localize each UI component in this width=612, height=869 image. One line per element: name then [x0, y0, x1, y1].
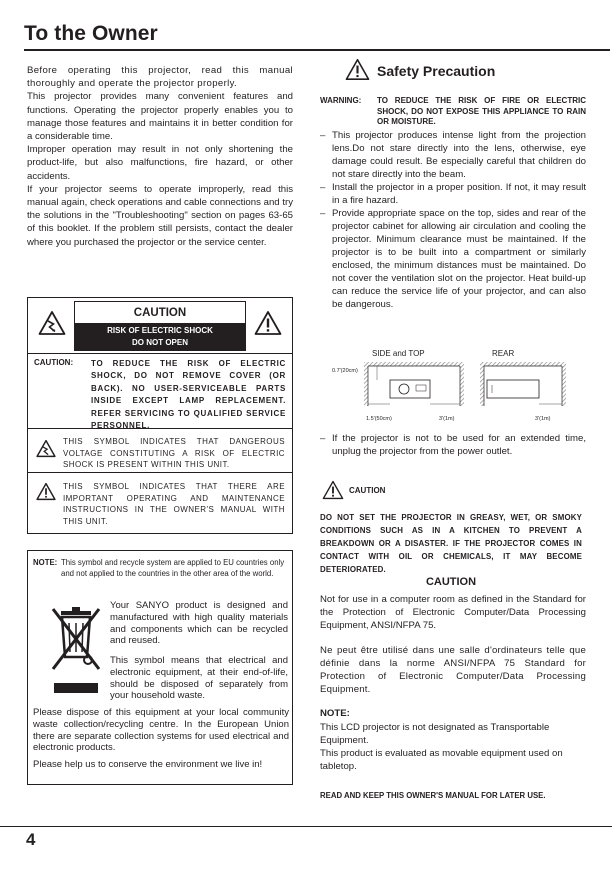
voltage-symbol-row — [28, 429, 292, 473]
safety-bullet — [320, 129, 586, 181]
warning-label: WARNING: — [320, 96, 362, 105]
bullet-dash: – — [320, 182, 326, 193]
safety-precaution-header — [345, 58, 545, 84]
clearance-diagram — [332, 346, 577, 426]
safety-bullet-4: If the projector is not to be used for an extended time, unplug the projector from the power outlet. — [332, 433, 586, 457]
read-and-keep-notice: READ AND KEEP THIS OWNER'S MANUAL FOR LATER USE. — [320, 791, 546, 800]
top-clearance-label: 0.7'(20cm) — [332, 368, 358, 374]
front-clearance-label: 3'(1m) — [439, 416, 455, 422]
exclamation-warning-icon — [36, 482, 56, 501]
recycling-paragraph-4: Please help us to conserve the environment we live in! — [33, 759, 263, 770]
recycling-paragraph-1: Your SANYO product is designed and manufactured with high quality materials and components which can be recycled and reused. — [110, 600, 288, 647]
recycling-paragraph-2: This symbol means that electrical and electronic equipment, at their end-of-life, should be disposed of separately from your household waste. — [110, 655, 288, 702]
caution-statement — [28, 355, 292, 429]
safety-bullet-3: Provide appropriate space on the top, sides and rear of the projector cabinet for allowing air circulation and cooling the projector. Minimum clearance must be maintained. If the projector is to be built into a compartment or similarly enclosed, the minimum distances must be maintained. Do not cover the ventilation slot on the projector. Heat build-up can reduce the service life of your projector, and can also be dangerous. — [332, 208, 586, 310]
crossed-out-wheelie-bin-icon — [47, 603, 105, 699]
caution-computer-room-english: Not for use in a computer room as defined in the Standard for the Protection of Electronic Computer/Data Processing Equipment, ANSI/NFPA 75. — [320, 594, 586, 631]
safety-precaution-title: Safety Precaution — [377, 63, 496, 79]
caution-box-subtitle-line1: RISK OF ELECTRIC SHOCK — [107, 326, 213, 335]
safety-bullet-list-2 — [320, 432, 586, 458]
intro-paragraph-1: Before operating this projector, read this manual thoroughly and operate the projector properly. — [27, 65, 293, 90]
transportable-note — [320, 721, 586, 773]
safety-bullet-list — [320, 129, 586, 311]
caution-computer-room-title: CAUTION — [425, 576, 477, 588]
exclamation-warning-icon — [345, 58, 370, 81]
instructions-symbol-row — [28, 474, 292, 533]
intro-paragraph-3: Improper operation may result in not only shortening the product-life, but also malfunctions, fire hazard, or other accidents. — [27, 144, 293, 182]
caution-label-box — [27, 297, 293, 534]
side-top-label: SIDE and TOP — [372, 349, 425, 358]
note-text: This symbol and recycle system are applied to EU countries only and not applied to the countries in the other area of the world. — [61, 558, 285, 578]
intro-paragraph-2: This projector provides many convenient features and functions. Operating the projector properly enables you to manage those features and maintains it in better condition for a considerable time. — [27, 91, 293, 143]
exclamation-warning-icon — [322, 480, 344, 500]
title-divider — [24, 49, 610, 51]
electric-shock-warning-icon — [38, 310, 66, 336]
bullet-dash: – — [320, 130, 326, 141]
safety-bullet-1: This projector produces intense light from the projection lens.Do not stare directly into the lens, otherwise, eye damage could result. Be especially careful that children do not stare directly into the beam. — [332, 130, 586, 180]
caution-environment-text: DO NOT SET THE PROJECTOR IN GREASY, WET, OR SMOKY CONDITIONS SUCH AS IN A KITCHEN TO PREVENT A BREAKDOWN OR A DISASTER. IF THE PROJECTOR COMES IN CONTACT WITH OIL OR CHEMICALS, IT MAY BECOME DETERIORATED. — [320, 513, 582, 574]
recycling-paragraph-3: Please dispose of this equipment at your local community waste collection/recycling centre. In the European Union there are separate collection systems for used electrical and electronic products. — [33, 707, 289, 754]
caution-environment-title: CAUTION — [349, 486, 386, 495]
note-label: NOTE: — [33, 558, 58, 567]
exclamation-warning-icon — [254, 310, 282, 336]
electric-shock-warning-icon — [36, 439, 56, 458]
recycling-note-box — [27, 550, 293, 785]
intro-paragraph-4: If your projector seems to operate improperly, read this manual again, check operations and cable connections and try the solutions in the "Troubleshooting" section on pages 63-65 of this booklet. If the problem still persists, contact the dealer where you purchased the projector or the service center. — [27, 183, 293, 248]
safety-bullet — [320, 207, 586, 311]
clearance-drawing — [332, 360, 577, 410]
rear-label: REAR — [492, 349, 515, 358]
bullet-dash: – — [320, 208, 326, 219]
instructions-symbol-text: THIS SYMBOL INDICATES THAT THERE ARE IMPORTANT OPERATING AND MAINTENANCE INSTRUCTIONS IN THE OWNER'S MANUAL WITH THIS UNIT. — [63, 482, 285, 526]
caution-label: CAUTION: — [34, 358, 74, 367]
warning-text: TO REDUCE THE RISK OF FIRE OR ELECTRIC SHOCK, DO NOT EXPOSE THIS APPLIANCE TO RAIN OR MOISTURE. — [377, 96, 586, 127]
footer-divider — [0, 826, 612, 827]
note-label: NOTE: — [320, 708, 350, 719]
voltage-symbol-text: THIS SYMBOL INDICATES THAT DANGEROUS VOLTAGE CONSTITUTING A RISK OF ELECTRIC SHOCK IS PRESENT WITHIN THIS UNIT. — [63, 437, 285, 470]
safety-bullet — [320, 432, 586, 458]
page-title: To the Owner — [24, 22, 158, 45]
caution-box-header — [28, 298, 292, 354]
bullet-dash: – — [320, 433, 326, 444]
caution-computer-room-french: Ne peut être utilisé dans une salle d'ordinateurs telle que définie dans la norme ANSI/NFPA 75 Standard for Protection of Electronic Computer/Data Processing Equipment. — [320, 645, 586, 695]
transportable-note-line1: This LCD projector is not designated as Transportable Equipment. — [320, 722, 550, 746]
transportable-note-line2: This product is evaluated as movable equipment used on tabletop. — [320, 748, 563, 772]
caution-text: TO REDUCE THE RISK OF ELECTRIC SHOCK, DO NOT REMOVE COVER (OR BACK). NO USER-SERVICEABLE PARTS INSIDE EXCEPT LAMP REPLACEMENT. REFER SERVICING TO QUALIFIED SERVICE PERSONNEL. — [91, 359, 286, 431]
safety-bullet — [320, 181, 586, 207]
caution-box-subtitle-line2: DO NOT OPEN — [131, 338, 188, 347]
caution-box-subtitle — [74, 323, 246, 351]
side-clearance-label: 1.5'(50cm) — [366, 416, 392, 422]
rear-clearance-label: 3'(1m) — [535, 416, 551, 422]
intro-section — [27, 64, 293, 249]
safety-bullet-2: Install the projector in a proper position. If not, it may result in a fire hazard. — [332, 182, 586, 206]
page-number: 4 — [26, 830, 36, 849]
caution-box-title: CAUTION — [74, 301, 246, 323]
